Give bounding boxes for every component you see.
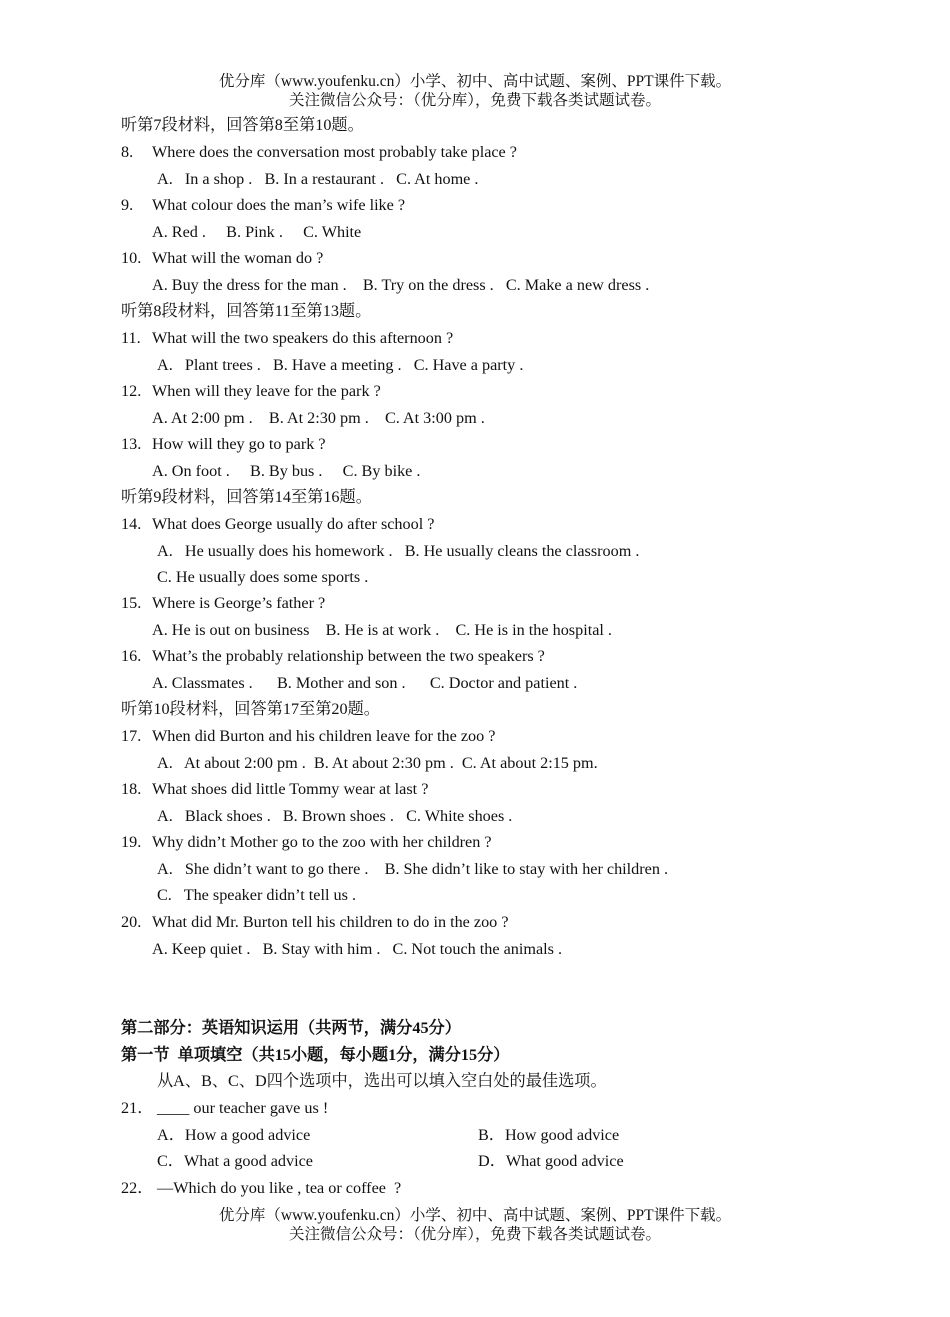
q18-number: 18.	[121, 780, 142, 798]
q20-number: 20.	[121, 913, 142, 931]
page-header	[0, 72, 950, 110]
section-9-heading: 听第9段材料，回答第14至第16题。	[121, 488, 372, 506]
q19-text: Why didn’t Mother go to the zoo with her children ?	[152, 833, 492, 851]
q14-number: 14.	[121, 515, 142, 533]
q19-number: 19.	[121, 833, 142, 851]
header-line-1: 优分库（www.youfenku.cn）小学、初中、高中试题、案例、PPT课件下载。	[218, 73, 732, 90]
question-18	[121, 779, 428, 799]
q10-number: 10.	[121, 249, 142, 267]
q12-options: A. At 2:00 pm . B. At 2:30 pm . C. At 3:00 pm .	[152, 409, 485, 427]
part-2-instructions: 从A、B、C、D四个选项中，选出可以填入空白处的最佳选项。	[157, 1072, 607, 1090]
q21-option-d: D．What good advice	[478, 1152, 624, 1170]
q17-number: 17.	[121, 727, 142, 745]
q8-number: 8.	[121, 143, 134, 161]
q11-text: What will the two speakers do this afternoon ?	[152, 329, 454, 347]
question-14	[121, 514, 434, 534]
q21-option-c: C．What a good advice	[157, 1152, 313, 1170]
q8-options: A. In a shop . B. In a restaurant . C. At home .	[157, 170, 479, 188]
question-22	[121, 1178, 401, 1198]
q21-text: ____ our teacher gave us !	[157, 1099, 329, 1117]
section-8-heading: 听第8段材料，回答第11至第13题。	[121, 302, 372, 320]
question-11	[121, 328, 453, 348]
question-9	[121, 195, 405, 215]
q8-text: Where does the conversation most probably take place ?	[152, 143, 517, 161]
question-15	[121, 593, 325, 613]
q13-text: How will they go to park ?	[152, 435, 326, 453]
q14-options-ab: A. He usually does his homework . B. He usually cleans the classroom .	[157, 542, 640, 560]
q16-number: 16.	[121, 647, 142, 665]
q16-options: A. Classmates . B. Mother and son . C. Doctor and patient .	[152, 674, 578, 692]
question-21	[121, 1098, 328, 1118]
q15-number: 15.	[121, 594, 142, 612]
q18-options: A. Black shoes . B. Brown shoes . C. White shoes .	[157, 807, 513, 825]
q17-options: A. At about 2:00 pm . B. At about 2:30 pm . C. At about 2:15 pm.	[157, 754, 598, 772]
q19-options-ab: A. She didn’t want to go there . B. She didn’t like to stay with her children .	[157, 860, 669, 878]
q14-options-c: C. He usually does some sports .	[157, 568, 369, 586]
q22-text: —Which do you like , tea or coffee ?	[157, 1179, 402, 1197]
q9-options: A. Red . B. Pink . C. White	[152, 223, 362, 241]
question-13	[121, 434, 326, 454]
q10-text: What will the woman do ?	[152, 249, 324, 267]
q14-text: What does George usually do after school ?	[152, 515, 435, 533]
question-8	[121, 142, 517, 162]
section-7-heading: 听第7段材料，回答第8至第10题。	[121, 116, 364, 134]
header-line-2: 关注微信公众号：（优分库），免费下载各类试题试卷。	[288, 92, 661, 109]
q15-text: Where is George’s father ?	[152, 594, 326, 612]
q12-number: 12.	[121, 382, 142, 400]
q20-options: A. Keep quiet . B. Stay with him . C. Not touch the animals .	[152, 940, 563, 958]
q11-options: A. Plant trees . B. Have a meeting . C. Have a party .	[157, 356, 524, 374]
q16-text: What’s the probably relationship between the two speakers ?	[152, 647, 545, 665]
q9-number: 9.	[121, 196, 134, 214]
q9-text: What colour does the man’s wife like ?	[152, 196, 406, 214]
q20-text: What did Mr. Burton tell his children to do in the zoo ?	[152, 913, 509, 931]
q13-options: A. On foot . B. By bus . C. By bike .	[152, 462, 421, 480]
question-12	[121, 381, 381, 401]
question-10	[121, 248, 323, 268]
question-16	[121, 646, 545, 666]
footer-line-1: 优分库（www.youfenku.cn）小学、初中、高中试题、案例、PPT课件下载。	[218, 1207, 732, 1224]
q11-number: 11.	[121, 329, 141, 347]
q12-text: When will they leave for the park ?	[152, 382, 381, 400]
q22-number: 22．	[121, 1179, 154, 1197]
q19-options-c: C. The speaker didn’t tell us .	[157, 886, 357, 904]
part-2-heading: 第二部分：英语知识运用（共两节，满分45分）	[121, 1019, 461, 1037]
q17-text: When did Burton and his children leave for the zoo ?	[152, 727, 496, 745]
q18-text: What shoes did little Tommy wear at last ?	[152, 780, 429, 798]
question-17	[121, 726, 495, 746]
question-19	[121, 832, 492, 852]
q10-options: A. Buy the dress for the man . B. Try on the dress . C. Make a new dress .	[152, 276, 650, 294]
section-10-heading: 听第10段材料，回答第17至第20题。	[121, 700, 380, 718]
page-footer	[0, 1206, 950, 1244]
footer-line-2: 关注微信公众号：（优分库），免费下载各类试题试卷。	[288, 1226, 661, 1243]
q15-options: A. He is out on business B. He is at work . C. He is in the hospital .	[152, 621, 612, 639]
question-20	[121, 912, 509, 932]
part-2-section-1-heading: 第一节 单项填空（共15小题，每小题1分，满分15分）	[121, 1046, 510, 1064]
q21-option-a: A．How a good advice	[157, 1126, 311, 1144]
q21-option-b: B．How good advice	[478, 1126, 620, 1144]
q13-number: 13.	[121, 435, 142, 453]
q21-number: 21．	[121, 1099, 154, 1117]
